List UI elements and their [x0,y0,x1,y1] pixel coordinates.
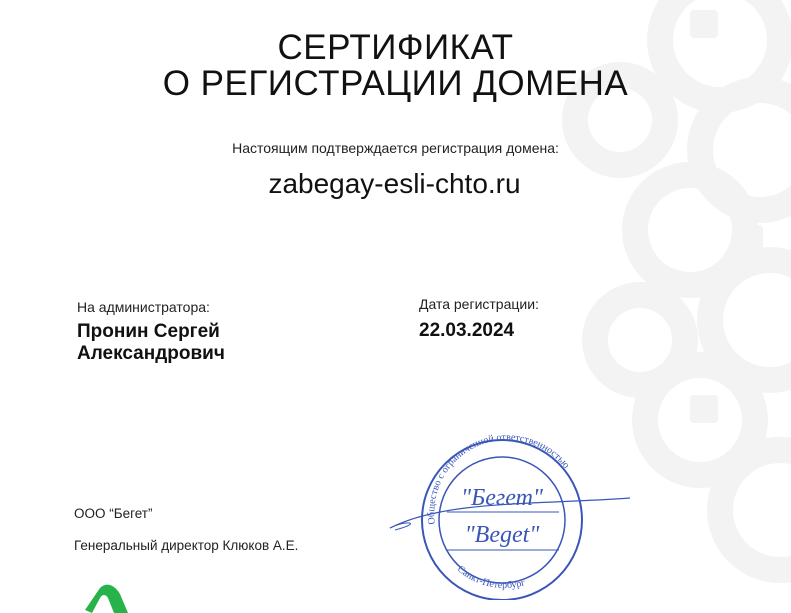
title-line-2: О РЕГИСТРАЦИИ ДОМЕНА [162,64,629,103]
director-name: Генеральный директор Клюков А.Е. [74,538,299,553]
certificate-title [0,30,791,102]
svg-text:Санкт-Петербург [455,564,526,591]
domain-name: zabegay-esli-chto.ru [268,168,521,199]
stamp-ring-text: Общество с ограниченной ответственностью [426,431,572,525]
registration-date: 22.03.2024 [419,320,515,341]
admin-name-line-1: Пронин Сергей [77,321,220,342]
admin-name-line-2: Александрович [77,343,225,364]
company-stamp [385,430,645,600]
title-line-1: СЕРТИФИКАТ [277,28,514,67]
registration-date-label: Дата регистрации: [419,296,539,312]
beget-logo-icon [80,580,130,613]
admin-label: На администратора: [77,299,210,315]
stamp-city: Санкт-Петербург [455,563,527,592]
stamp-name-ru: "Бегет" [461,485,543,511]
stamp-name-en: "Beget" [464,522,540,548]
intro-text: Настоящим подтверждается регистрация домена: [232,140,559,156]
admin-name [77,321,337,365]
company-name: ООО “Бегет” [74,506,153,521]
